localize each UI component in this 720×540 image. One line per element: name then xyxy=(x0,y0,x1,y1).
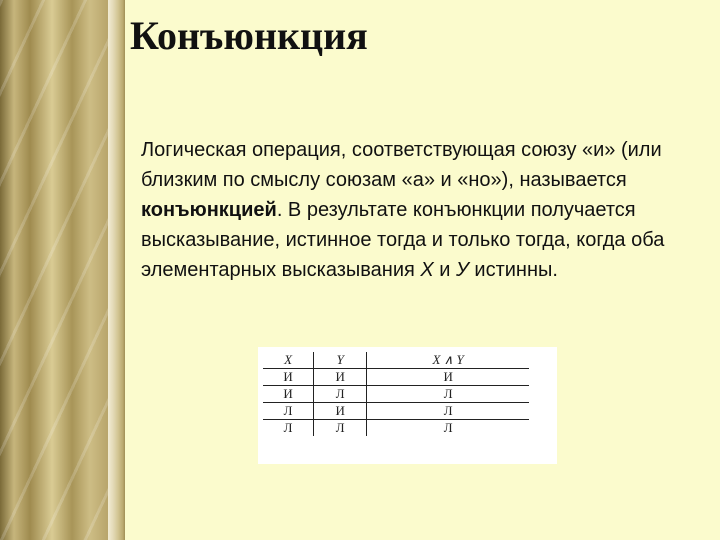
paragraph-rest: . В результате конъюнкции получается высказывание, истинное тогда и только тогда, когда оба элементарных высказывания xyxy=(141,199,665,281)
table-row xyxy=(263,403,529,420)
paragraph-ending: истинны. xyxy=(468,259,558,281)
table-cell: Л xyxy=(367,386,529,403)
table-cell: Л xyxy=(367,403,529,420)
table-cell: Л xyxy=(314,386,367,403)
table-row xyxy=(263,420,529,437)
definition-paragraph xyxy=(141,135,706,285)
table-cell: Л xyxy=(263,403,314,420)
header-y: Y xyxy=(314,352,367,369)
truth-table xyxy=(263,352,529,436)
variable-y: У xyxy=(456,259,469,281)
table-row xyxy=(263,369,529,386)
table-cell: И xyxy=(314,403,367,420)
table-cell: И xyxy=(367,369,529,386)
table-cell: Л xyxy=(314,420,367,437)
table-cell: И xyxy=(263,369,314,386)
table-row xyxy=(263,386,529,403)
truth-table-header-row xyxy=(263,352,529,369)
table-cell: Л xyxy=(263,420,314,437)
header-x-and-y: X ∧ Y xyxy=(367,352,529,369)
decorative-pillar xyxy=(108,0,125,540)
header-x: X xyxy=(284,352,293,367)
truth-table-image xyxy=(258,347,557,464)
table-cell: Л xyxy=(367,420,529,437)
variable-x: X xyxy=(420,259,434,281)
table-cell: И xyxy=(263,386,314,403)
slide-title: Конъюнкция xyxy=(130,13,368,58)
table-cell: И xyxy=(314,369,367,386)
decorative-left-border xyxy=(0,0,108,540)
paragraph-and: и xyxy=(433,259,457,281)
term-conjunction: конъюнкцией xyxy=(141,199,277,221)
paragraph-intro: Логическая операция, соответствующая союзу «и» (или близким по смыслу союзам «а» и «но»), называется xyxy=(141,139,662,191)
